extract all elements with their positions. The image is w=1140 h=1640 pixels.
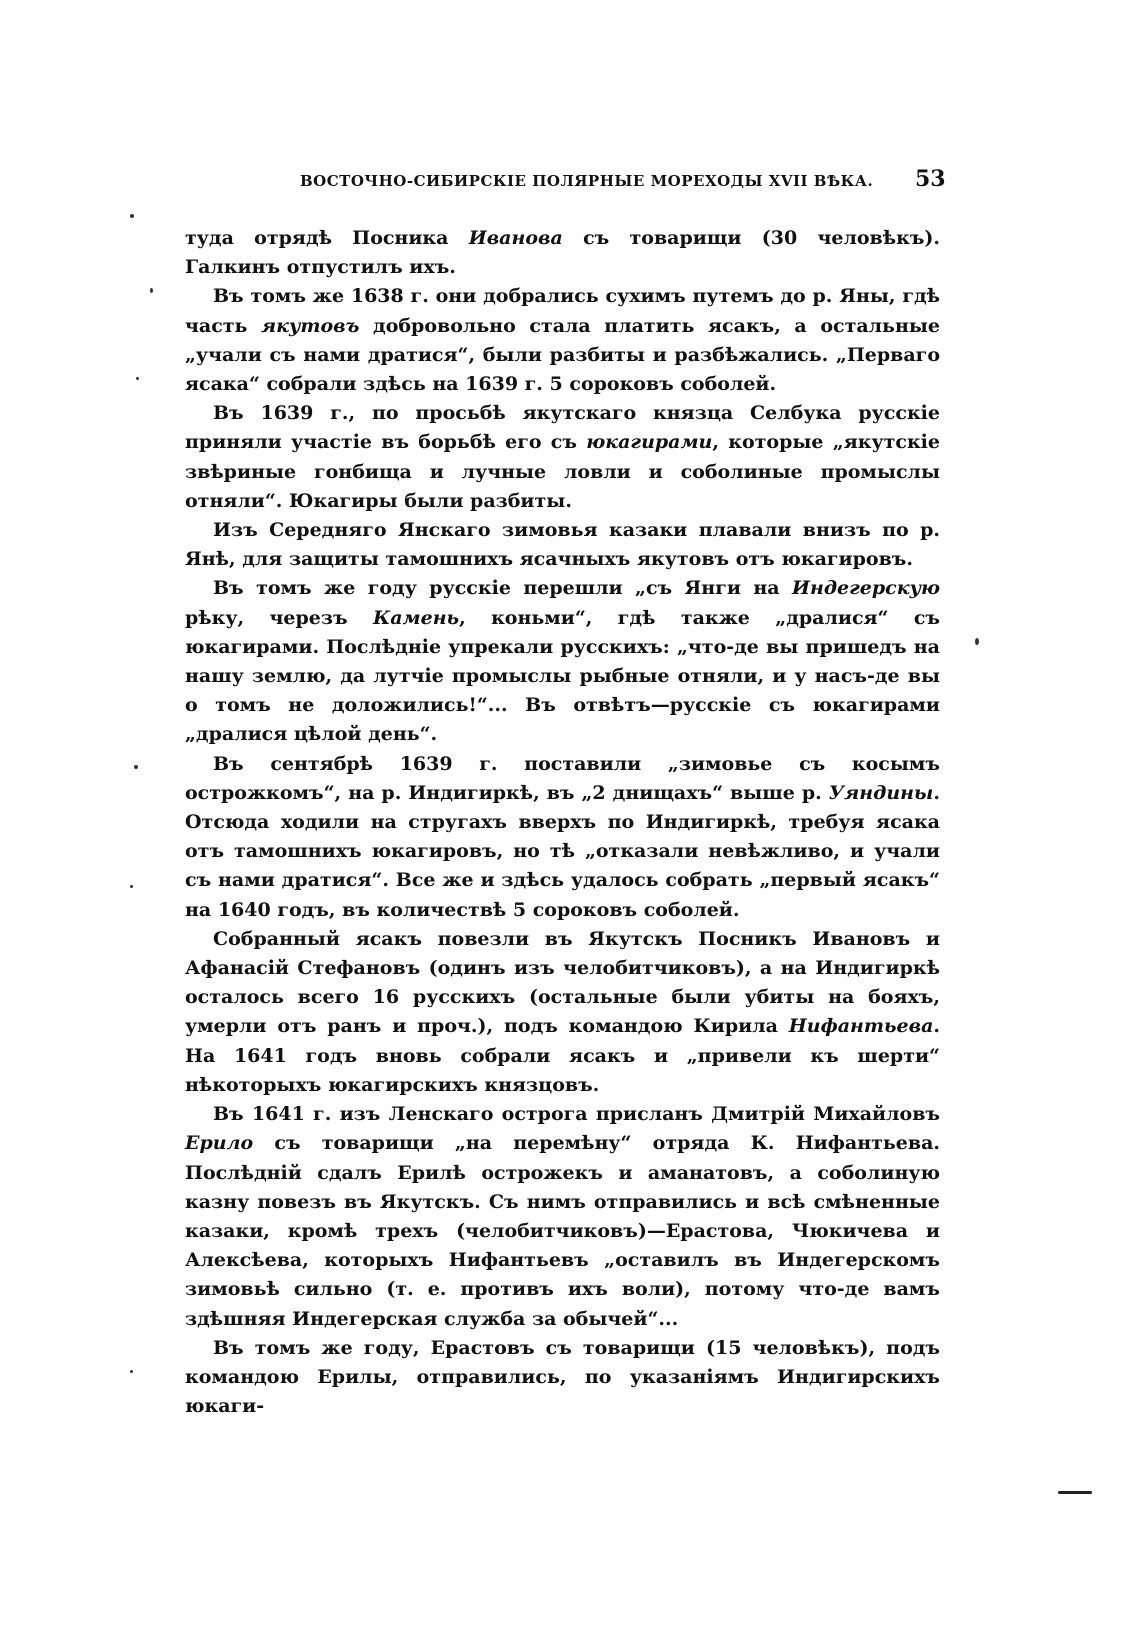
- text-run: Изъ Середняго Янскаго зимовья казаки плавали внизъ по р. Янѣ, для защиты тамошнихъ ясачныхъ якутовъ отъ юкагировъ.: [185, 519, 940, 571]
- body-text: [185, 224, 940, 1421]
- paragraph: [185, 282, 940, 399]
- running-title: ВОСТОЧНО-СИБИРСКІЕ ПОЛЯРНЫЕ МОРЕХОДЫ XVII ВѢКА.: [300, 172, 874, 190]
- scan-speck: [150, 288, 153, 293]
- paragraph-continuation: [185, 224, 940, 282]
- scan-speck: [130, 885, 133, 888]
- text-run: , коньми“, гдѣ также „дралися“ съ юкагирами. Послѣдніе упрекали русскихъ: „что-де вы пришедъ на нашу землю, да лутчіе промыслы рыбные отняли, и у насъ-де вы о томъ не доложились!“... Въ отвѣтъ—русскіе съ юкагирами „дралися цѣлой день“.: [185, 606, 940, 746]
- edge-mark: [1058, 1491, 1092, 1494]
- italic-name: Индегерскую: [792, 577, 940, 600]
- italic-name: Нифантьева: [788, 1015, 934, 1038]
- italic-name: юкагирами: [586, 431, 713, 454]
- text-run: съ товарищи (30 человѣкъ). Галкинъ отпустилъ ихъ.: [185, 227, 941, 279]
- text-run: . Отсюда ходили на стругахъ вверхъ по Индигиркѣ, требуя ясака отъ тамошнихъ юкагировъ, но тѣ „отказали невѣжливо, и учали съ нами дратися“. Все же и здѣсь удалось собрать „первый ясакъ“ на 1640 годъ, въ количествѣ 5 сороковъ соболей.: [185, 781, 940, 921]
- text-run: . На 1641 годъ вновь собрали ясакъ и „привели къ шерти“ нѣкоторыхъ юкагирскихъ князцовъ.: [185, 1015, 940, 1096]
- paragraph: [185, 1334, 940, 1422]
- text-run: Въ сентябрѣ 1639 г. поставили „зимовье съ косымъ острожкомъ“, на р. Индигиркѣ, въ „2 днищахъ“ выше р.: [185, 752, 940, 804]
- italic-name: якутовъ: [261, 314, 360, 337]
- page-number: 53: [915, 166, 946, 192]
- paragraph: [185, 574, 940, 749]
- text-run: добровольно стала платить ясакъ, а остальные „учали съ нами дратися“, были разбиты и разбѣжались. „Перваго ясака“ собрали здѣсь на 1639 г. 5 сороковъ соболей.: [185, 314, 940, 396]
- scan-speck: [134, 765, 138, 769]
- text-run: туда отрядѣ Посника: [185, 227, 469, 249]
- italic-name: Ерило: [185, 1132, 254, 1155]
- paragraph: [185, 925, 940, 1100]
- text-run: Въ 1641 г. изъ Ленскаго острога присланъ Дмитрій Михайловъ: [213, 1103, 940, 1126]
- italic-name: Иванова: [468, 227, 563, 249]
- scan-speck: [130, 214, 134, 218]
- scan-speck: [136, 377, 139, 380]
- text-run: Собранный ясакъ повезли въ Якутскъ Посникъ Ивановъ и Афанасій Стефановъ (одинъ изъ челобитчиковъ), а на Индигиркѣ осталось всего 16 русскихъ (остальные были убиты на бояхъ, умерли отъ ранъ и проч.), подъ командою Кирила: [185, 927, 940, 1038]
- paragraph: [185, 399, 940, 516]
- scan-speck: [130, 1370, 133, 1373]
- text-run: рѣку, черезъ: [185, 606, 373, 629]
- italic-name: Уяндины: [828, 781, 934, 804]
- text-run: , которые „якутскіе звѣриные гонбища и лучные ловли и соболиные промыслы отняли“. Юкагиры были разбиты.: [185, 431, 940, 512]
- scan-speck: [975, 638, 979, 645]
- paragraph: [185, 516, 940, 574]
- italic-name: Камень: [372, 606, 460, 629]
- text-run: Въ томъ же 1638 г. они добрались сухимъ путемъ до р. Яны, гдѣ часть: [185, 285, 940, 337]
- text-run: Въ томъ же году русскіе перешли „съ Янги на: [213, 577, 793, 600]
- paragraph: [185, 750, 940, 925]
- paragraph: [185, 1100, 940, 1334]
- text-run: Въ 1639 г., по просьбѣ якутскаго князца Селбука русскіе приняли участіе въ борьбѣ его съ: [185, 402, 940, 454]
- text-run: съ товарищи „на перемѣну“ отряда К. Нифантьева. Послѣдній сдалъ Ерилѣ острожекъ и аманатовъ, а соболиную казну повезъ въ Якутскъ. Съ нимъ отправились и всѣ смѣненные казаки, кромѣ трехъ (челобитчиковъ)—Ерастова, Чюкичева и Алексѣева, которыхъ Нифантьевъ „оставилъ въ Индегерскомъ зимовьѣ сильно (т. е. противъ ихъ воли), потому что-де вамъ здѣшняя Индегерская служба за обычей“...: [185, 1132, 940, 1330]
- text-run: Въ томъ же году, Ерастовъ съ товарищи (15 человѣкъ), подъ командою Ерилы, отправились, по указаніямъ Индигирскихъ юкаги-: [185, 1336, 940, 1418]
